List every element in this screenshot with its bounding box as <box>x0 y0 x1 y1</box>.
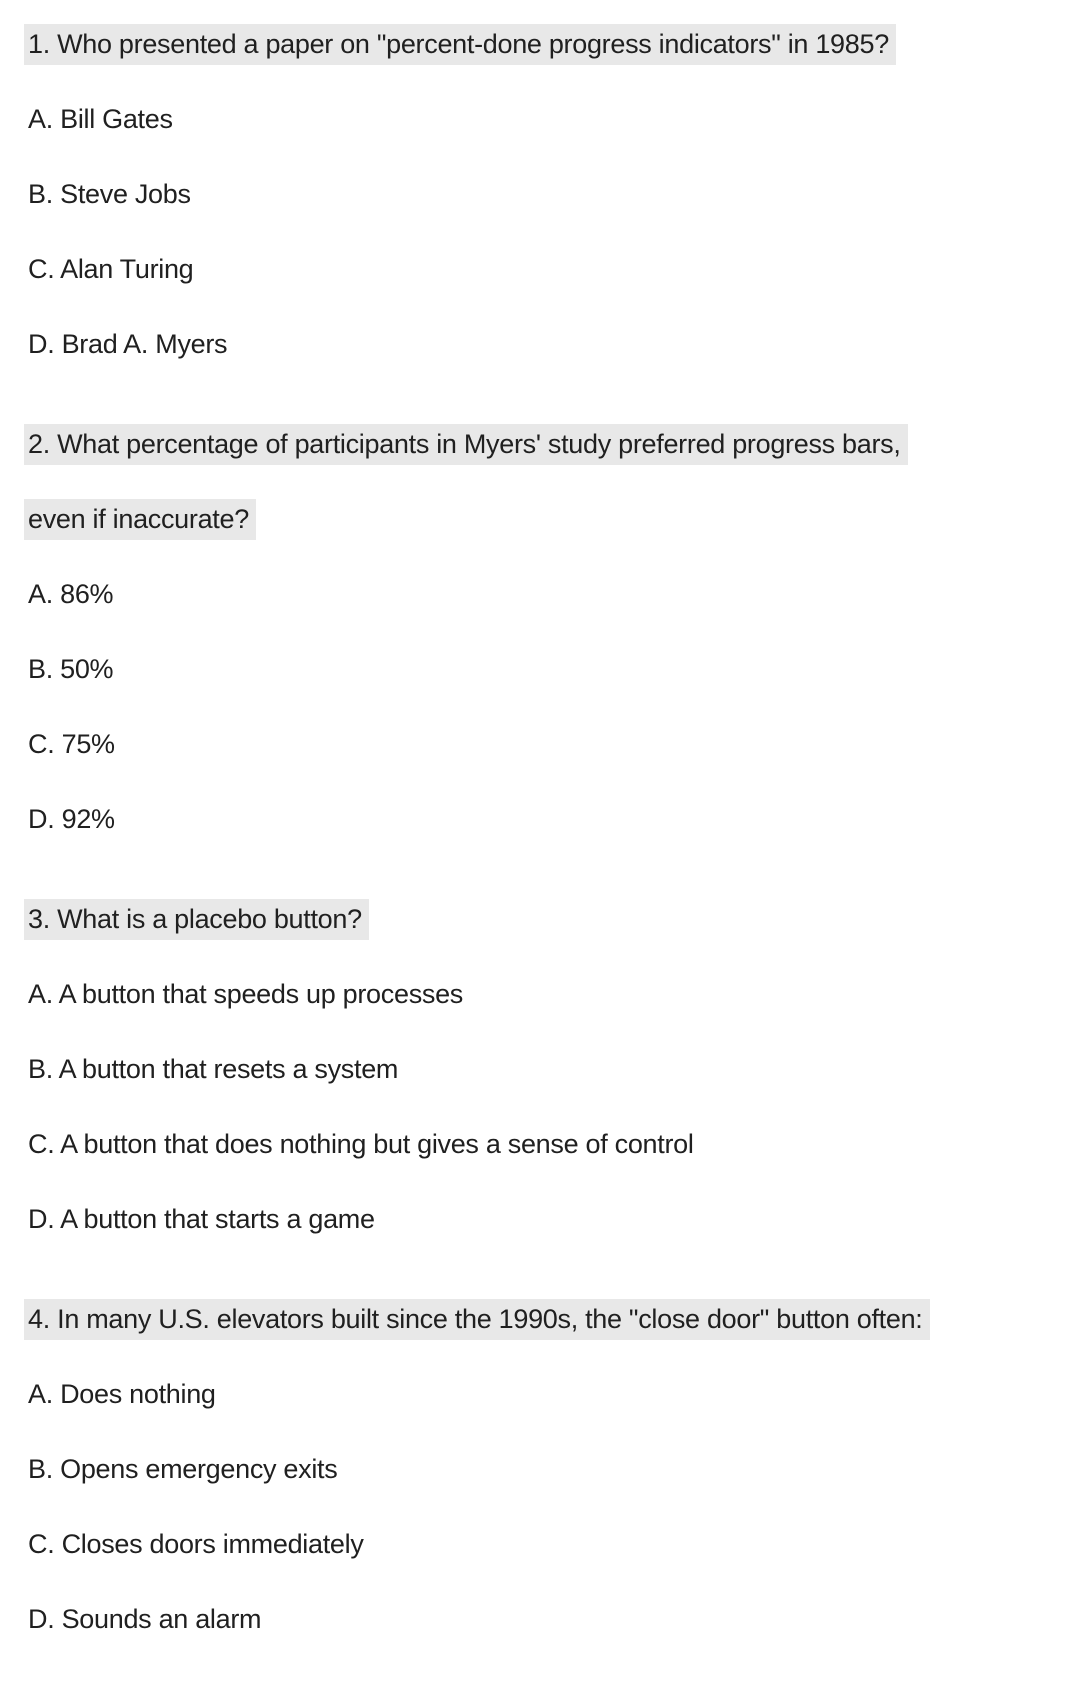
question-3-line <box>28 882 1060 957</box>
question-block-3 <box>28 882 1060 1257</box>
question-block-2 <box>28 407 1060 857</box>
question-4-line <box>28 1282 1060 1357</box>
question-1-option-a: A. Bill Gates <box>28 104 173 134</box>
question-1-option-d: D. Brad A. Myers <box>28 329 228 359</box>
question-block-4 <box>28 1282 1060 1657</box>
question-3-option-c: C. A button that does nothing but gives a sense of control <box>28 1129 694 1159</box>
question-block-1 <box>28 7 1060 382</box>
question-3-option-b: B. A button that resets a system <box>28 1054 399 1084</box>
question-2-option-c: C. 75% <box>28 729 115 759</box>
question-1-option-b: B. Steve Jobs <box>28 179 191 209</box>
question-1-option-c: C. Alan Turing <box>28 254 194 284</box>
question-1-line <box>28 7 1060 82</box>
question-2-line-1 <box>28 407 1060 482</box>
question-2-text-line-2: even if inaccurate? <box>24 499 256 540</box>
question-3-option-a: A. A button that speeds up processes <box>28 979 464 1009</box>
question-4-option-d: D. Sounds an alarm <box>28 1604 262 1634</box>
question-4-option-b: B. Opens emergency exits <box>28 1454 338 1484</box>
question-2-option-b: B. 50% <box>28 654 114 684</box>
question-3-option-d: D. A button that starts a game <box>28 1204 375 1234</box>
question-2-text-line-1: 2. What percentage of participants in Myers' study preferred progress bars, <box>24 424 908 465</box>
question-4-text: 4. In many U.S. elevators built since the 1990s, the "close door" button often: <box>24 1299 930 1340</box>
question-3-text: 3. What is a placebo button? <box>24 899 369 940</box>
question-2-option-a: A. 86% <box>28 579 114 609</box>
question-2-option-d: D. 92% <box>28 804 115 834</box>
question-2-line-2 <box>28 482 1060 557</box>
question-1-text: 1. Who presented a paper on "percent-done progress indicators" in 1985? <box>24 24 896 65</box>
question-4-option-c: C. Closes doors immediately <box>28 1529 364 1559</box>
question-4-option-a: A. Does nothing <box>28 1379 216 1409</box>
